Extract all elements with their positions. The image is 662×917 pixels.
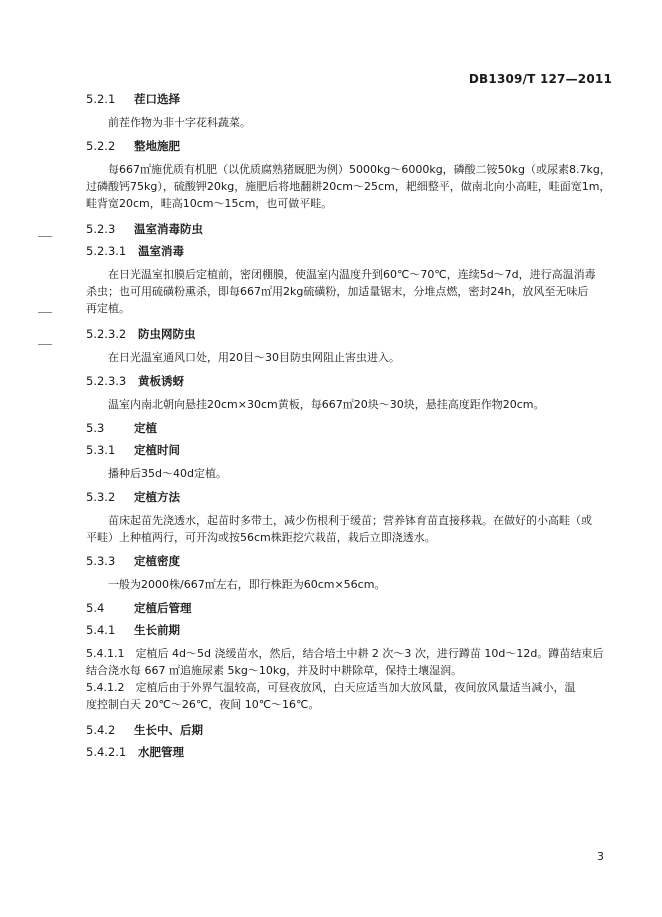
section-heading: 5.3 定植	[86, 421, 157, 435]
paragraph: 畦背宽20cm，畦高10cm～15cm，也可做平畦。	[86, 197, 333, 210]
section-heading: 5.2.3.3 黄板诱蚜	[86, 374, 184, 388]
section-heading: 5.4.1 生长前期	[86, 623, 180, 637]
margin-mark	[38, 344, 52, 345]
section-heading: 5.2.3 温室消毒防虫	[86, 222, 203, 236]
section-heading: 5.3.1 定植时间	[86, 443, 180, 457]
paragraph: 苗床起苗先浇透水，起苗时多带土，减少伤根利于缓苗；营养钵育苗直接移栽。在做好的小高畦（或	[108, 514, 592, 527]
paragraph: 温室内南北朝向悬挂20cm×30cm黄板，每667㎡20块～30块，悬挂高度距作物20cm。	[108, 398, 545, 411]
paragraph: 在日光温室通风口处，用20目～30目防虫网阻止害虫进入。	[108, 351, 400, 364]
paragraph: 在日光温室扣膜后定植前，密闭棚膜，使温室内温度升到60℃～70℃，连续5d～7d，进行高温消毒	[108, 268, 596, 281]
section-heading: 5.2.3.2 防虫网防虫	[86, 327, 196, 341]
section-heading: 5.3.2 定植方法	[86, 490, 180, 504]
section-heading: 5.4 定植后管理	[86, 601, 192, 615]
paragraph: 每667㎡施优质有机肥（以优质腐熟猪厩肥为例）5000kg～6000kg，磷酸二铵50kg（或尿素8.7kg，	[108, 163, 611, 176]
paragraph: 播种后35d～40d定植。	[108, 467, 227, 480]
document-body	[86, 92, 626, 759]
paragraph: 5.4.1.2 定植后由于外界气温较高，可昼夜放风，白天应适当加大放风量，夜间放风量适当减小，温	[86, 681, 576, 694]
paragraph: 过磷酸钙75kg），硫酸钾20kg，施肥后将地翻耕20cm～25cm，耙细整平，做南北向小高畦，畦面宽1m，	[86, 180, 611, 193]
margin-mark	[38, 236, 52, 237]
paragraph: 5.4.1.1 定植后 4d～5d 浇缓苗水，然后，结合培土中耕 2 次～3 次，进行蹲苗 10d～12d。蹲苗结束后	[86, 647, 604, 660]
paragraph: 一般为2000株/667㎡左右，即行株距为60cm×56cm。	[108, 578, 386, 591]
section-heading: 5.3.3 定植密度	[86, 554, 180, 568]
paragraph: 前茬作物为非十字花科蔬菜。	[108, 116, 251, 129]
paragraph: 平畦）上种植两行，可开沟或按56cm株距挖穴栽苗，栽后立即浇透水。	[86, 531, 436, 544]
paragraph: 杀虫；也可用硫磺粉熏杀，即每667㎡用2kg硫磺粉，加适量锯末，分堆点燃，密封24h，放风至无味后	[86, 285, 589, 298]
document-id: DB1309/T 127—2011	[468, 72, 612, 86]
section-heading: 5.4.2.1 水肥管理	[86, 745, 184, 759]
section-heading: 5.4.2 生长中、后期	[86, 723, 203, 737]
section-heading: 5.2.3.1 温室消毒	[86, 244, 184, 258]
page-number: 3	[597, 850, 604, 863]
section-heading: 5.2.2 整地施肥	[86, 139, 180, 153]
paragraph: 结合浇水每 667 ㎡追施尿素 5kg～10kg，并及时中耕除草，保持土壤湿润。	[86, 664, 463, 677]
paragraph: 度控制白天 20℃～26℃，夜间 10℃～16℃。	[86, 698, 320, 711]
margin-mark	[38, 312, 52, 313]
section-heading: 5.2.1 茬口选择	[86, 92, 180, 106]
paragraph: 再定植。	[86, 302, 130, 315]
